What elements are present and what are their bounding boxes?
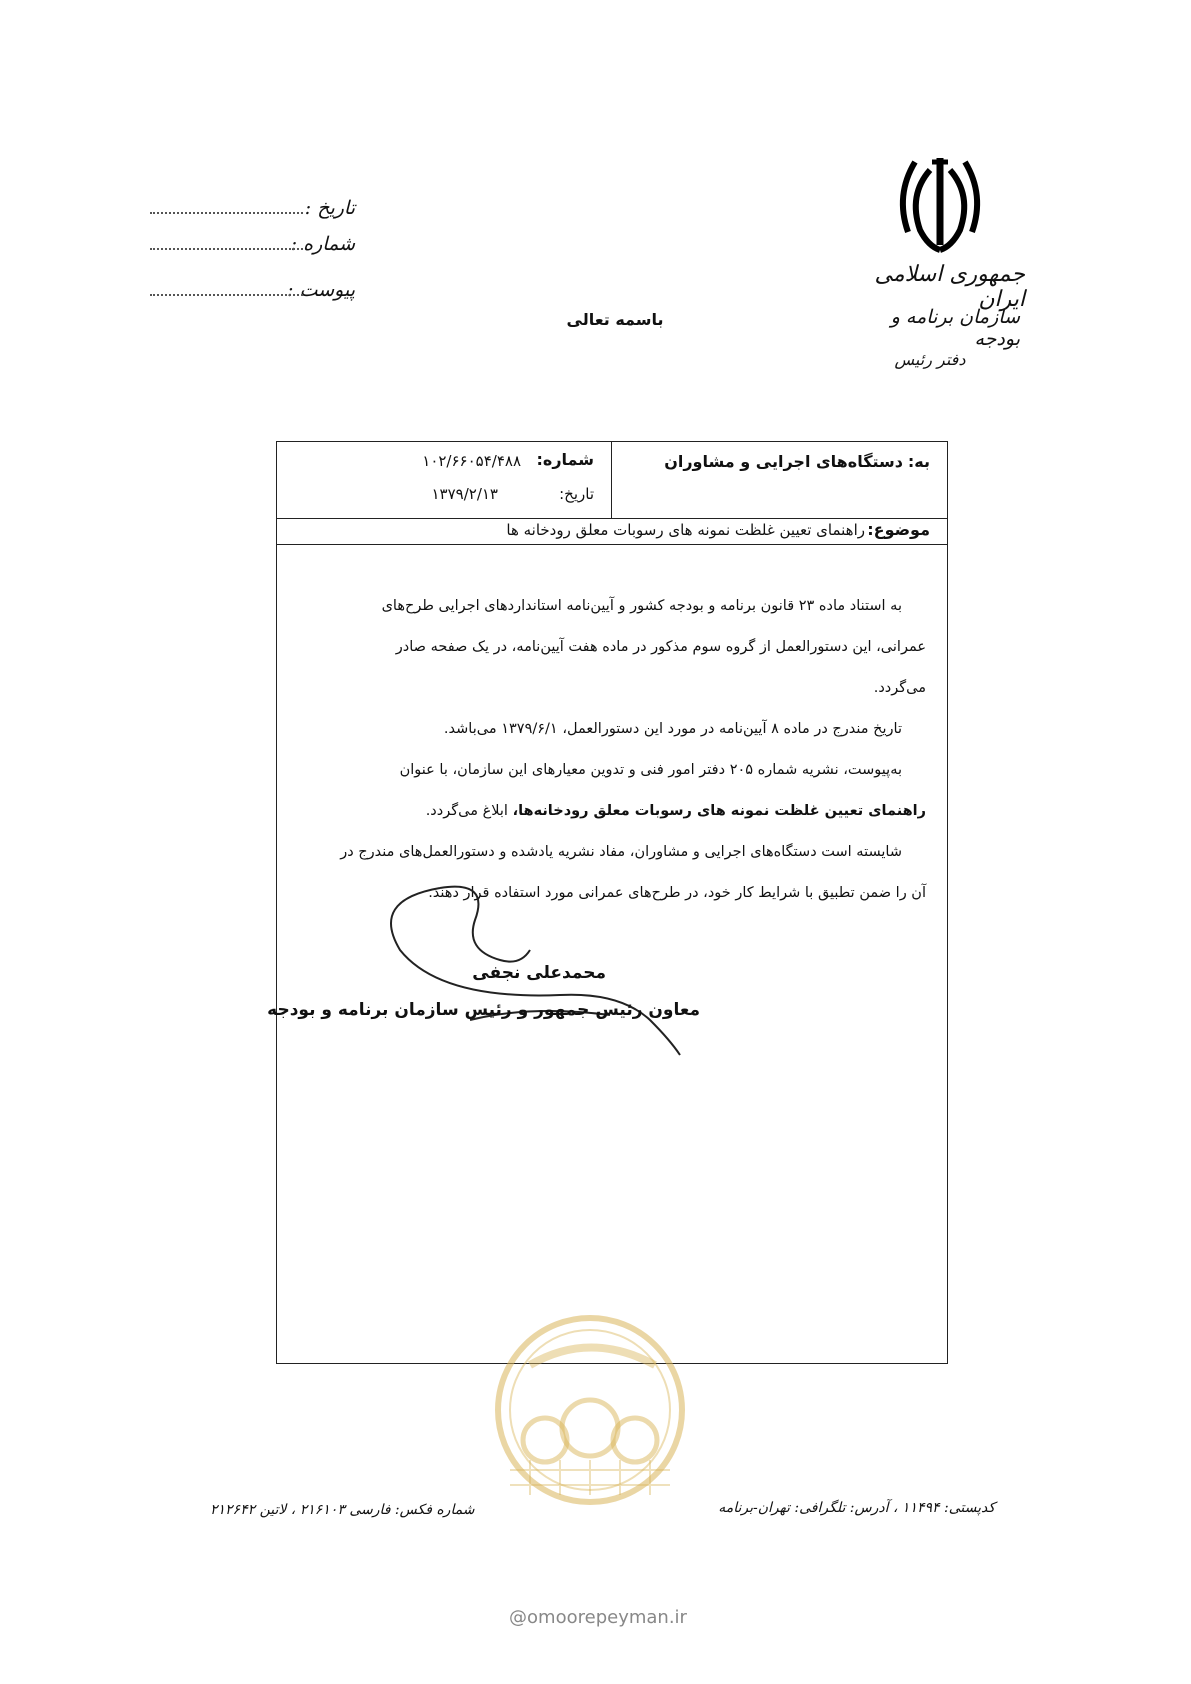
to-value: دستگاه‌های اجرایی و مشاوران	[664, 452, 903, 471]
paragraph-3-line-1: به‌پیوست، نشریه شماره ۲۰۵ دفتر امور فنی و تدوین معیارهای این سازمان، با عنوان	[399, 762, 902, 778]
office-name: دفتر رئیس	[894, 350, 966, 369]
attachment-label: پیوست :	[287, 279, 355, 301]
number-label: شماره:	[536, 450, 594, 469]
number-label: شماره :	[290, 233, 355, 255]
country-name: جمهوری اسلامی ایران	[874, 262, 1025, 312]
footer-postal: کدپستی: ۱۱۴۹۴ ، آدرس: تلگرافی: تهران-برنامه	[718, 1500, 995, 1516]
date-value: ۱۳۷۹/۲/۱۳	[431, 485, 498, 503]
subject-label: موضوع:	[867, 520, 930, 539]
basmala: باسمه تعالی	[566, 310, 664, 329]
paragraph-1-line-1: به استناد ماده ۲۳ قانون برنامه و بودجه کشور و آیین‌نامه استانداردهای اجرایی طرح‌های	[381, 598, 902, 614]
signer-title: معاون رئیس جمهور و رئیس سازمان برنامه و بودجه	[267, 1000, 700, 1020]
number-field	[150, 233, 355, 259]
paragraph-2: تاریخ مندرج در ماده ۸ آیین‌نامه در مورد این دستورالعمل، ۱۳۷۹/۶/۱ می‌باشد.	[443, 721, 902, 737]
paragraph-1-line-3: می‌گردد.	[873, 680, 926, 696]
letter-body	[298, 586, 926, 914]
organization-name: سازمان برنامه و بودجه	[890, 306, 1020, 350]
attachment-field	[150, 279, 355, 305]
subject-value: راهنمای تعیین غلظت نمونه های رسوبات معلق رودخانه ها	[506, 521, 865, 539]
number-dots	[150, 248, 303, 250]
watermark-handle: @omoorepeyman.ir	[509, 1607, 687, 1628]
date-field	[150, 197, 355, 223]
col-divider	[611, 442, 612, 518]
paragraph-1-line-2: عمرانی، این دستورالعمل از گروه سوم مذکور در ماده هفت آیین‌نامه، در یک صفحه صادر	[395, 639, 926, 655]
date-label: تاریخ:	[559, 485, 594, 503]
row-divider	[277, 518, 947, 519]
paragraph-4-line-1: شایسته است دستگاه‌های اجرایی و مشاوران، مفاد نشریه یادشده و دستورالعمل‌های مندرج در	[340, 844, 902, 860]
number-value: ۱۰۲/۶۶۰۵۴/۴۸۸	[422, 452, 521, 470]
to-label: به:	[907, 452, 930, 471]
signer-name: محمدعلی نجفی	[472, 963, 606, 983]
footer-fax: شماره فکس: فارسی ۲۱۶۱۰۳ ، لاتین ۲۱۲۶۴۲	[210, 1502, 475, 1518]
paragraph-4-line-2: آن را ضمن تطبیق با شرایط کار خود، در طرح‌های عمرانی مورد استفاده قرار دهند.	[428, 885, 926, 901]
iran-emblem-icon	[890, 150, 990, 260]
date-dots	[150, 212, 303, 214]
watermark-seal	[490, 1310, 690, 1510]
row-divider	[277, 544, 947, 545]
date-label: تاریخ :	[304, 197, 355, 219]
paragraph-3-line-2	[298, 791, 926, 832]
paragraph-3-bold: راهنمای تعیین غلظت نمونه های رسوبات معلق رودخانه‌ها،	[512, 803, 926, 819]
attachment-dots	[150, 294, 303, 296]
paragraph-3-tail: ابلاغ می‌گردد.	[425, 803, 513, 819]
